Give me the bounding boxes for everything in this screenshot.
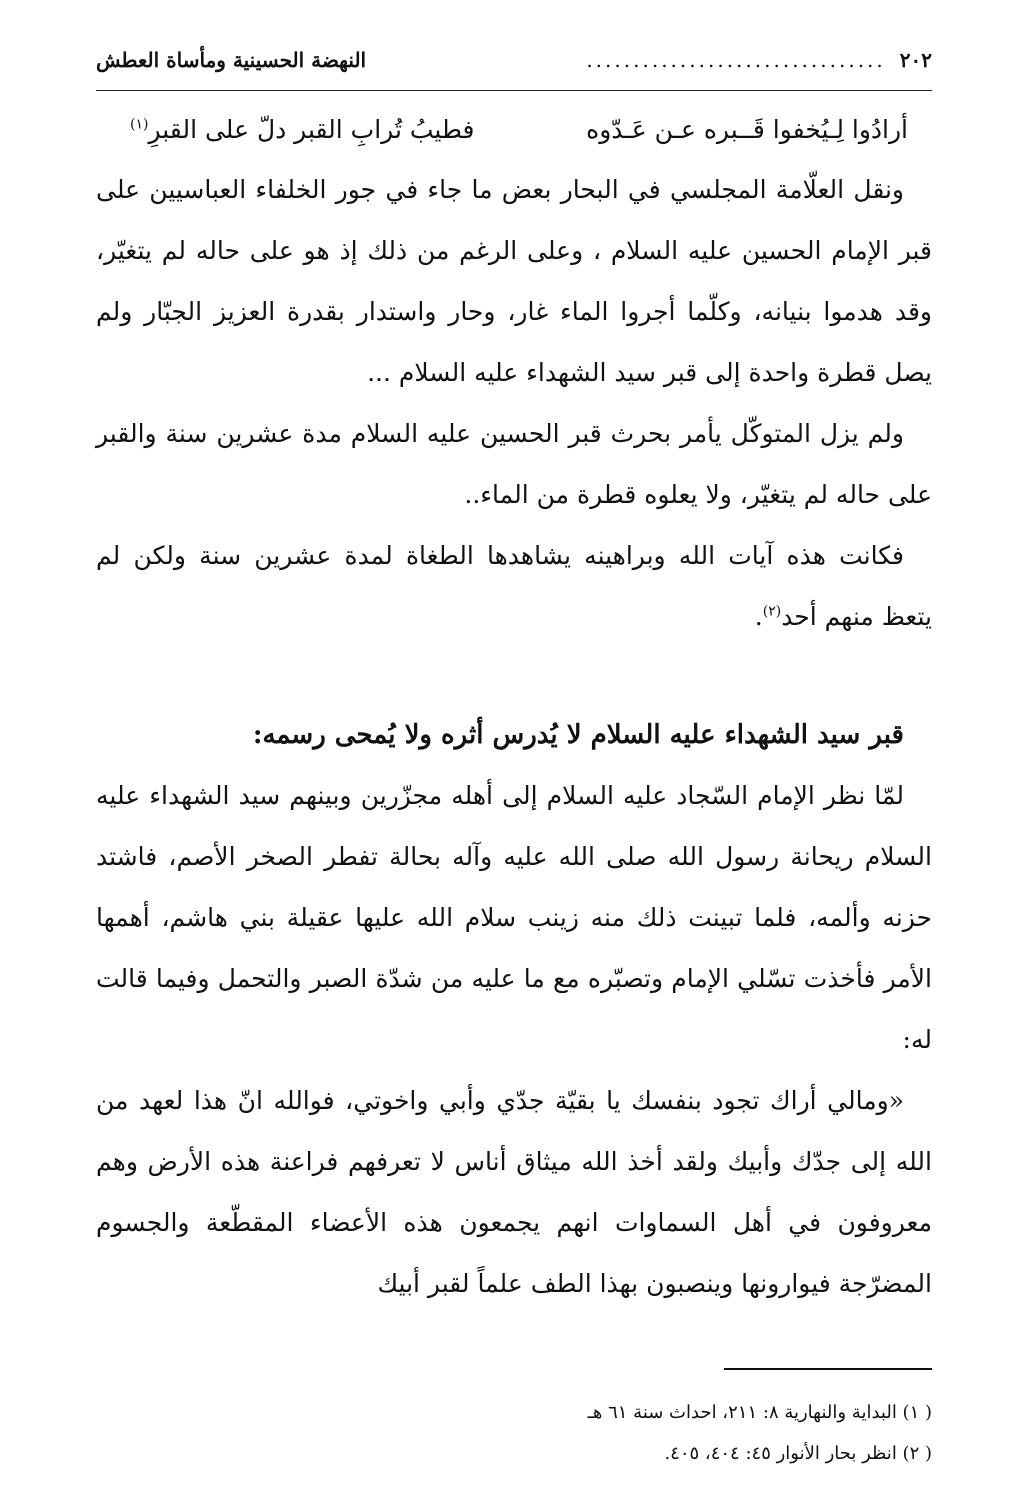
section-paragraph-2: «ومالي أراك تجود بنفسك يا بقيّة جدّي وأبي واخوتي، فوالله انّ هذا لعهد من الله إلى جدّك وأبيك ولقد أخذ الله ميثاق أناس لا تعرفهم فراعنة هذه الأرض وهم معروفون في أهل السماوات انهم يجمعون هذه الأعضاء المقطّعة والجسوم المضرّجة فيوارونها وينصبون بهذا الطف علماً لقبر أبيك: [96, 1086, 932, 1298]
footnotes: [96, 1392, 932, 1474]
paragraph-3-end: .: [754, 602, 763, 631]
footnote-1: ( ١) البداية والنهارية ٨: ٢١١، احداث سنة ٦١ هـ: [587, 1402, 932, 1423]
poem-hemistich-left-wrap: [130, 115, 474, 144]
paragraph-1: ونقل العلّامة المجلسي في البحار بعض ما جاء في جور الخلفاء العباسيين على قبر الإمام الحسين عليه السلام ، وعلى الرغم من ذلك إذ هو على حاله لم يتغيّر، وقد هدموا بنيانه، وكلّما أجروا الماء غار، وحار واستدار بقدرة العزيز الجبّار ولم يصل قطرة واحدة إلى قبر سيد الشهداء عليه السلام ...: [96, 175, 932, 387]
poem-hemistich-right: أرادُوا لِـيُخفوا قَــبره عـن عَـدّوه: [586, 114, 908, 144]
running-title: النهضة الحسينية ومأساة العطش: [96, 48, 367, 72]
footnote-2: ( ٢) انظر بحار الأنوار ٤٥: ٤٠٤، ٤٠٥.: [664, 1443, 932, 1464]
footnote-marker-2: (٢): [762, 603, 782, 620]
running-header: [96, 48, 932, 91]
paragraph-3-wrap: [96, 525, 932, 647]
document-page: [96, 48, 932, 1474]
poem-hemistich-left: فطيبُ تُرابِ القبر دلّ على القبرِ: [148, 114, 475, 144]
footnote-separator: [724, 1368, 932, 1370]
footnote-marker-1: (١): [130, 116, 149, 133]
section-heading: قبر سيد الشهداء عليه السلام لا يُدرس أثره ولا يُمحى رسمه:: [252, 720, 904, 750]
paragraph-2: ولم يزل المتوكّل يأمر بحرث قبر الحسين عليه السلام مدة عشرين سنة والقبر على حاله لم يتغيّر، ولا يعلوه قطرة من الماء..: [96, 419, 932, 509]
body-text: [96, 159, 932, 1314]
page-number: ٢٠٢: [899, 48, 932, 72]
header-leader-dots: ................................: [586, 48, 886, 72]
paragraph-3: فكانت هذه آيات الله وبراهينه يشاهدها الطغاة لمدة عشرين سنة ولكن لم يتعظ منهم أحد: [96, 541, 932, 631]
section-paragraph-1: لمّا نظر الإمام السّجاد عليه السلام إلى أهله مجزّرين وبينهم سيد الشهداء عليه السلام ريحانة رسول الله صلى الله عليه وآله بحالة تفطر الصخر الأصم، فاشتد حزنه وألمه، فلما تبينت ذلك منه زينب سلام الله عليها عقيلة بني هاشم، أهمها الأمر فأخذت تسّلي الإمام وتصبّره مع ما عليه من شدّة الصبر والتحمل وفيما قالت له:: [96, 781, 932, 1054]
poem-verse: [96, 99, 932, 159]
